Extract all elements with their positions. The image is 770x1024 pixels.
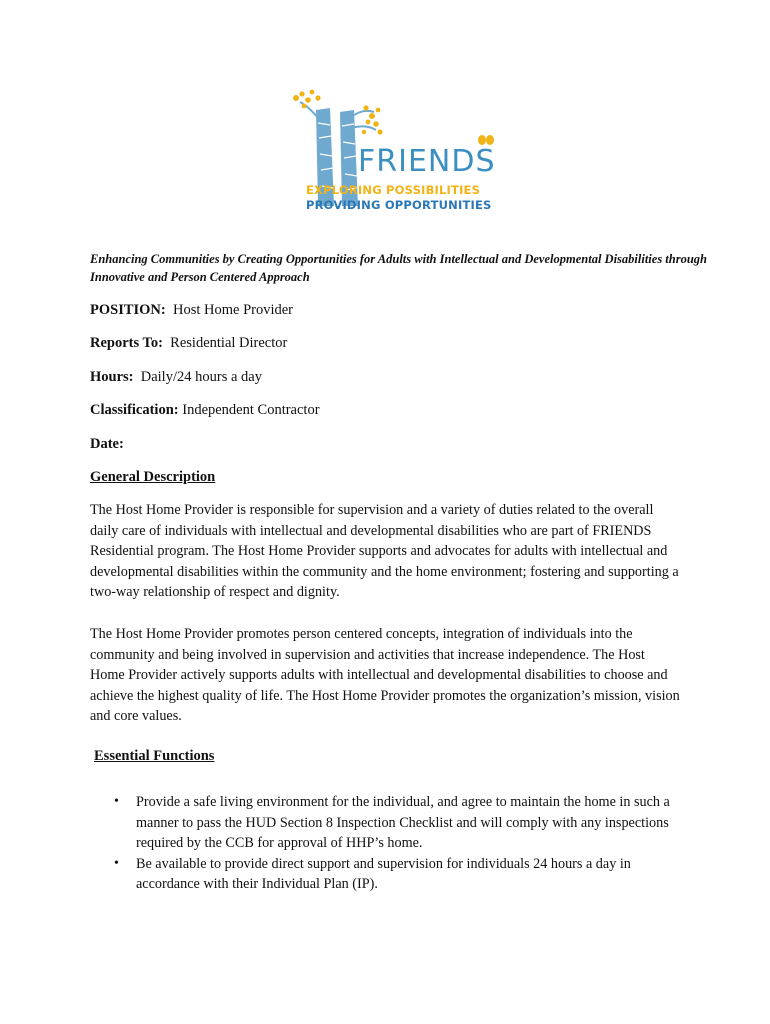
hours-label: Hours:: [90, 369, 134, 385]
classification-field: [90, 402, 320, 419]
general-description-heading: General Description: [90, 469, 216, 485]
date-field: [90, 436, 124, 453]
classification-value: Independent Contractor: [182, 402, 320, 418]
position-field: [90, 302, 293, 319]
bullet-icon: •: [114, 794, 119, 809]
logo-tagline-2: PROVIDING OPPORTUNITIES: [306, 198, 492, 212]
list-item: [112, 854, 692, 895]
classification-label: Classification:: [90, 402, 179, 418]
logo-wordmark: FRIENDS: [358, 144, 496, 179]
reports-to-field: [90, 335, 287, 352]
general-description-paragraph-2: The Host Home Provider promotes person centered concepts, integration of individuals into the community and being involved in supervision and activities that increase independence. The Host Home Provider actively supports adults with intellectual and developmental disabilities to choose and achieve the highest quality of life. The Host Home Provider promotes the organization’s mission, vision and core values.: [90, 626, 680, 724]
friends-logo: [288, 88, 508, 218]
essential-functions-list: [112, 792, 692, 895]
reports-to-value: Residential Director: [170, 335, 288, 351]
logo-tagline-1: EXPLORING POSSIBILITIES: [306, 183, 481, 197]
hours-field: [90, 369, 262, 386]
essential-functions-heading: Essential Functions: [94, 748, 215, 764]
position-label: POSITION:: [90, 302, 166, 318]
list-item: [112, 792, 692, 854]
list-item-text: Provide a safe living environment for the individual, and agree to maintain the home in such a manner to pass the HUD Section 8 Inspection Checklist and will comply with any inspections required by the CCB for approval of HHP’s home.: [136, 794, 670, 851]
general-description-paragraph-1: The Host Home Provider is responsible for supervision and a variety of duties related to the overall daily care of individuals with intellectual and developmental disabilities who are part of FRIENDS Residential program. The Host Home Provider supports and advocates for adults with intellectual and developmental disabilities within the community and the home environment; fostering and supporting a two-way relationship of respect and dignity.: [90, 502, 679, 600]
date-label: Date:: [90, 436, 124, 452]
mission-tagline: Enhancing Communities by Creating Opportunities for Adults with Intellectual and Developmental Disabilities through Innovative and Person Centered Approach: [90, 252, 708, 284]
bullet-icon: •: [114, 855, 119, 871]
position-value: Host Home Provider: [173, 302, 294, 318]
reports-to-label: Reports To:: [90, 335, 163, 351]
hours-value: Daily/24 hours a day: [140, 369, 262, 385]
list-item-text: Be available to provide direct support and supervision for individuals 24 hours a day in accordance with their Individual Plan (IP).: [136, 855, 631, 892]
